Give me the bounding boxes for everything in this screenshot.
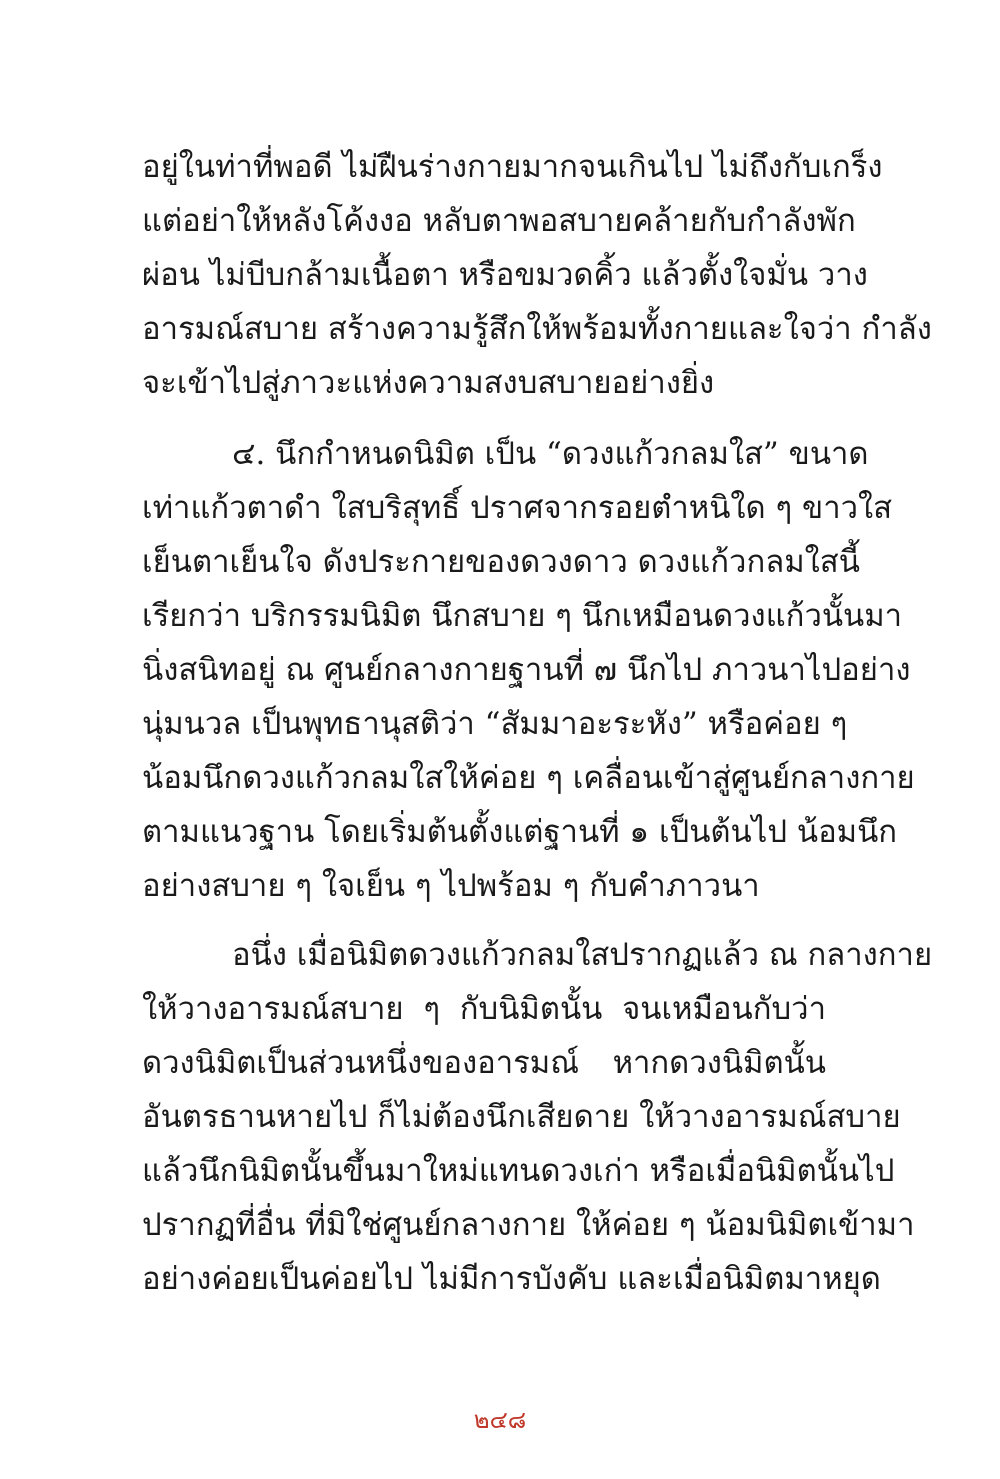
text-line: อารมณ์สบาย สร้างความรู้สึกให้พร้อมทั้งกายและใจว่า กำลัง xyxy=(142,311,932,347)
text-line: เท่าแก้วตาดำ ใสบริสุทธิ์ ปราศจากรอยตำหนิใด ๆ ขาวใส xyxy=(142,490,893,526)
text-line: ๔. นึกกำหนดนิมิต เป็น “ดวงแก้วกลมใส” ขนาด xyxy=(232,436,869,472)
text-line: ผ่อน ไม่บีบกล้ามเนื้อตา หรือขมวดคิ้ว แล้วตั้งใจมั่น วาง xyxy=(142,257,868,293)
text-line: แล้วนึกนิมิตนั้นขึ้นมาใหม่แทนดวงเก่า หรือเมื่อนิมิตนั้นไป xyxy=(142,1153,895,1189)
page-number: ๒๔๘ xyxy=(473,1406,527,1434)
text-line: แต่อย่าให้หลังโค้งงอ หลับตาพอสบายคล้ายกับกำลังพัก xyxy=(142,203,856,239)
text-line: อยู่ในท่าที่พอดี ไม่ฝืนร่างกายมากจนเกินไป ไม่ถึงกับเกร็ง xyxy=(142,149,883,185)
text-line: น้อมนึกดวงแก้วกลมใสให้ค่อย ๆ เคลื่อนเข้าสู่ศูนย์กลางกาย xyxy=(142,760,915,796)
text-line: เย็นตาเย็นใจ ดังประกายของดวงดาว ดวงแก้วกลมใสนี้ xyxy=(142,544,860,580)
text-line: เรียกว่า บริกรรมนิมิต นึกสบาย ๆ นึกเหมือนดวงแก้วนั้นมา xyxy=(142,598,903,634)
text-line: ตามแนวฐาน โดยเริ่มต้นตั้งแต่ฐานที่ ๑ เป็นต้นไป น้อมนึก xyxy=(142,814,898,850)
text-line: ให้วางอารมณ์สบาย ๆ กับนิมิตนั้น จนเหมือนกับว่า xyxy=(142,991,826,1027)
text-line: อย่างสบาย ๆ ใจเย็น ๆ ไปพร้อม ๆ กับคำภาวนา xyxy=(142,868,760,904)
text-line: อนึ่ง เมื่อนิมิตดวงแก้วกลมใสปรากฏแล้ว ณ กลางกาย xyxy=(232,937,933,973)
text-line: ปรากฏที่อื่น ที่มิใช่ศูนย์กลางกาย ให้ค่อย ๆ น้อมนิมิตเข้ามา xyxy=(142,1207,915,1243)
text-line: อันตรธานหายไป ก็ไม่ต้องนึกเสียดาย ให้วางอารมณ์สบาย xyxy=(142,1099,901,1135)
paragraph-step-4 xyxy=(142,427,915,913)
text-line: นิ่งสนิทอยู่ ณ ศูนย์กลางกายฐานที่ ๗ นึกไป ภาวนาไปอย่าง xyxy=(142,652,911,688)
text-line: อย่างค่อยเป็นค่อยไป ไม่มีการบังคับ และเมื่อนิมิตมาหยุด xyxy=(142,1261,881,1297)
text-line: ดวงนิมิตเป็นส่วนหนึ่งของอารมณ์ หากดวงนิมิตนั้น xyxy=(142,1045,826,1081)
paragraph-posture xyxy=(142,140,932,410)
text-line: จะเข้าไปสู่ภาวะแห่งความสงบสบายอย่างยิ่ง xyxy=(142,365,715,401)
paragraph-nimitta xyxy=(142,928,933,1306)
text-line: นุ่มนวล เป็นพุทธานุสติว่า “สัมมาอะระหัง” หรือค่อย ๆ xyxy=(142,706,848,742)
